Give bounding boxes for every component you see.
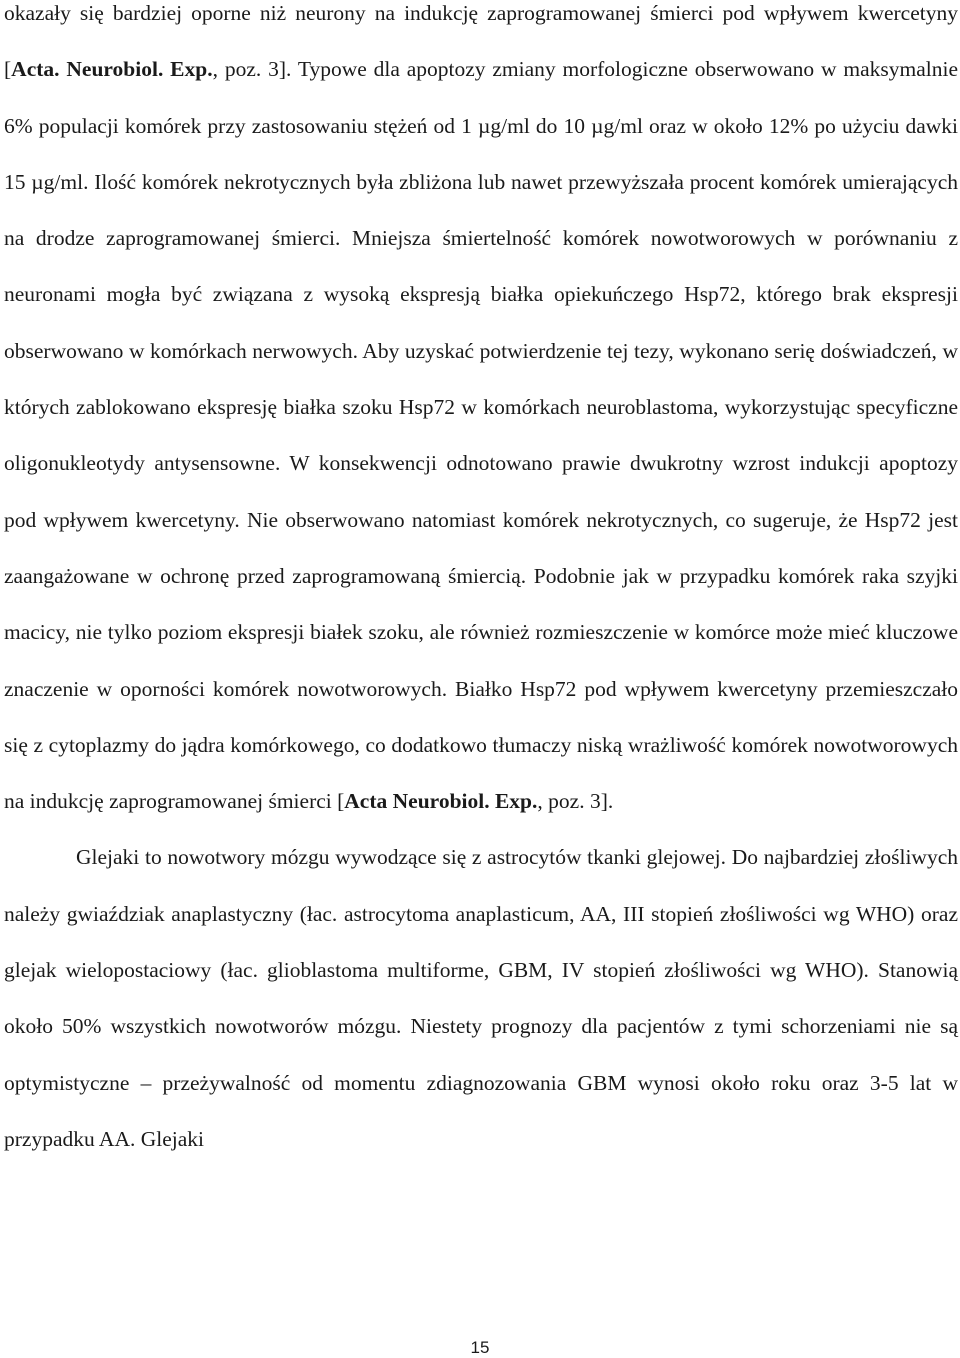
text-run: okazały się bardziej oporne niż neurony na indukcję zaprogramowanej śmierci pod wpływem kwercetyny [ xyxy=(4,1,958,82)
citation-journal: Acta. Neurobiol. Exp. xyxy=(11,57,213,82)
body-paragraph-2: Glejaki to nowotwory mózgu wywodzące się z astrocytów tkanki glejowej. Do najbardziej złośliwych należy gwiaździak anaplastyczny (łac. astrocytoma anaplasticum, AA, III stopień złośliwości wg WHO) oraz glejak wielopostaciowy (łac. glioblastoma multiforme, GBM, IV stopień złośliwości wg WHO). Stanowią około 50% wszystkich nowotworów mózgu. Niestety prognozy dla pacjentów z tymi schorzeniami nie są optymistyczne – przeżywalność od momentu zdiagnozowania GBM wynosi około roku oraz 3-5 lat w przypadku AA. Glejaki xyxy=(4,845,958,1151)
citation-journal: Acta Neurobiol. Exp. xyxy=(344,789,538,814)
page-number: 15 xyxy=(470,1338,490,1357)
citation-tail: , poz. 3]. xyxy=(212,57,292,82)
document-page xyxy=(4,0,958,1167)
text-run: Typowe dla apoptozy zmiany morfologiczne obserwowano w maksymalnie 6% populacji komórek przy zastosowaniu stężeń od 1 µg/ml do 10 µg/ml oraz w około 12% po użyciu dawki 15 µg/ml. Ilość komórek nekrotycznych była zbliżona lub nawet przewyższała procent komórek umierających na drodze zaprogramowanej śmierci. Mniejsza śmiertelność komórek nowotworowych w porównaniu z neuronami mogła być związana z wysoką ekspresją białka opiekuńczego Hsp72, którego brak ekspresji obserwowano w komórkach nerwowych. Aby uzyskać potwierdzenie tej tezy, wykonano serię doświadczeń, w których zablokowano ekspresję białka szoku Hsp72 w komórkach neuroblastoma, wykorzystując specyficzne oligonukleotydy antysensowne. W konsekwencji odnotowano prawie dwukrotny wzrost indukcji apoptozy pod wpływem kwercetyny. Nie obserwowano natomiast komórek nekrotycznych, co sugeruje, że Hsp72 jest zaangażowane w ochronę przed zaprogramowaną śmiercią. Podobnie jak w przypadku komórek raka szyjki macicy, nie tylko poziom ekspresji białek szoku, ale również rozmieszczenie w komórce może mieć kluczowe znaczenie w oporności komórek nowotworowych. Białko Hsp72 pod wpływem kwercetyny przemieszczało się z cytoplazmy do jądra komórkowego, co dodatkowo tłumaczy niską wrażliwość komórek nowotworowych na indukcję zaprogramowanej śmierci [ xyxy=(4,57,958,814)
body-paragraph-1 xyxy=(4,0,958,829)
citation-tail: , poz. 3]. xyxy=(537,789,614,814)
